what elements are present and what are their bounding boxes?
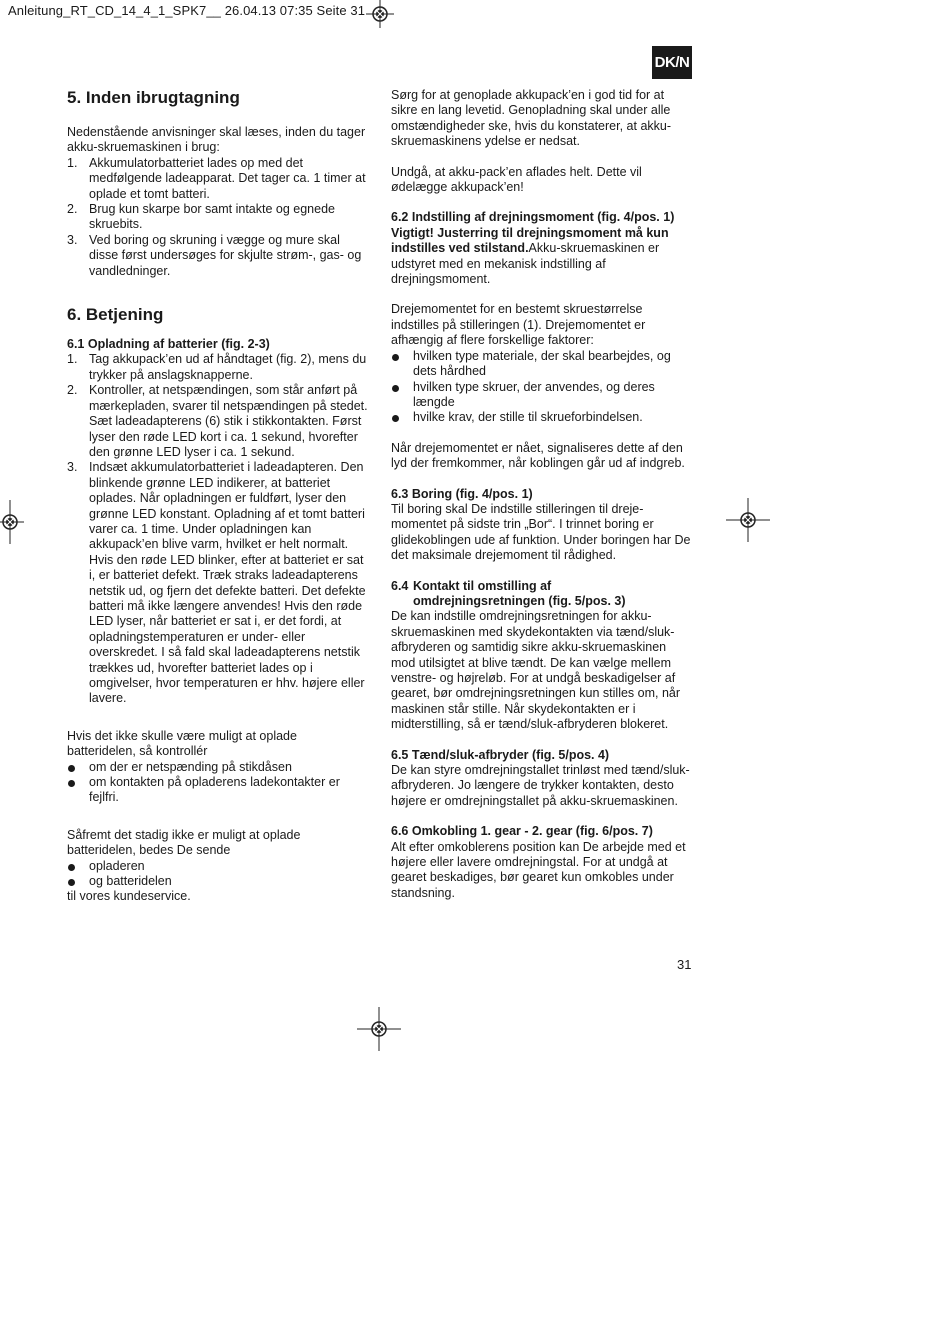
check-bullets [67, 760, 369, 806]
bullet-item: om der er netspænding på stikdåsen [67, 760, 369, 775]
section-6-5-title: 6.5 Tænd/sluk-afbryder (fig. 5/pos. 4) [391, 747, 610, 762]
send-bullets [67, 859, 369, 890]
bullet-item: om kontakten på opladerens ladekontakter er fejlfri. [67, 775, 369, 806]
registration-mark-icon [366, 0, 394, 28]
section-6-2-text: Vigtigt! Justerring til drejningsmoment må kun indstilles ved stilstand.Akku-skruemaskinen er udstyret med en mekanisk indstilling af drejningsmoment. [391, 225, 669, 287]
recharge-paragraph: Sørg for at genoplade akkupack’en i god tid for at sikre en lang levetid. Genopladning skal under alle omstændigheder ske, hvis du konstaterer, at akku-skruemaskinens ydelse er nedsat. [391, 88, 672, 149]
section-6-2-bullets [391, 349, 693, 426]
page-number: 31 [677, 957, 692, 972]
send-intro: Såfremt det stadig ikke er muligt at oplade batteridelen, bedes De sende [67, 827, 301, 858]
bullet-icon [392, 415, 399, 422]
bullet-icon [68, 780, 75, 787]
list-item: 1. Tag akkupack’en ud af håndtaget (fig. 2), mens du trykker på anslagsknapperne. [67, 352, 367, 382]
list-item: 3. Ved boring og skruning i vægge og mure skal disse først undersøges for skjulte strøm-, gas- og vandledninger. [67, 232, 362, 278]
bullet-item: og batteridelen [67, 874, 369, 889]
list-item: 2. Brug kun skarpe bor samt intakte og egnede skruebits. [67, 202, 335, 232]
section-6-2-title: 6.2 Indstilling af drejningsmoment (fig. 4/pos. 1) [391, 210, 675, 225]
section-6-5-text: De kan styre omdrejningstallet trinløst med tænd/sluk-afbryderen. Jo længere de trykker kontakten, desto højere er omdrejningstallet på akku-skruemaskinen. [391, 763, 690, 808]
bullet-item: hvilken type skruer, der anvendes, og deres længde [391, 380, 693, 411]
bullet-item: hvilke krav, der stille til skrueforbindelsen. [391, 410, 693, 425]
list-item: 2. Kontroller, at netspændingen, som står anført på mærkepladen, svarer til netspændingen på stedet. Sæt ladeadapterens (6) stik i stikkontakten. Først lyser den røde LED kort i ca. 1 sekund, hvorefter den grønne LED lyser i ca. 1 sekund. [67, 383, 368, 459]
section-6-title: 6. Betjening [67, 305, 164, 325]
send-outro: til vores kundeservice. [67, 889, 191, 904]
section-6-4-title: 6.4 Kontakt til omstilling af omdrejningsretningen (fig. 5/pos. 3) [391, 578, 626, 608]
section-6-1-list [67, 352, 369, 706]
bullet-item: opladeren [67, 859, 369, 874]
language-badge: DK/N [652, 46, 692, 79]
section-5-list [67, 156, 369, 279]
section-5-intro: Nedenstående anvisninger skal læses, inden du tager akku-skruemaskinen i brug: [67, 125, 366, 155]
section-6-3-text: Til boring skal De indstille stilleringen til dreje-momentet på sidste trin „Bor“. I trinnet boring er glidekoblingen ude af funktion. Under boringen har De det maksimale drejemoment til rådighed. [391, 501, 691, 563]
bullet-icon [392, 385, 399, 392]
list-item: 3. Indsæt akkumulatorbatteriet i ladeadapteren. Den blinkende grønne LED indikerer, at batteriet oplades. Når opladningen er fuldført, lyser den grønne LED konstant. Opladning af et tomt batteri varer ca. 1 time. Under opladningen kan akkupack’en blive varm, hvilket er helt normalt. Hvis den røde LED blinker, efter at batteriet er sat i, er batteriet defekt. Træk straks ladeadapterens netstik ud, og fjern det defekte batteri. Det defekte batteri må ikke længere anvendes! Hvis den røde LED lyser, når batteriet er sat i, er det fordi, at opladningstemperaturen er under- eller overskredet. I så fald skal ladeadapterens netstik trækkes ud, hvorefter batteriet lades op i omgivelser, hvor temperaturen er hhv. højere eller lavere. [67, 460, 366, 706]
bullet-icon [68, 864, 75, 871]
section-6-3-title: 6.3 Boring (fig. 4/pos. 1) [391, 486, 533, 501]
section-6-2-warning: Vigtigt! Justerring til drejningsmoment må kun indstilles ved stilstand. [391, 225, 669, 256]
right-column [391, 88, 693, 901]
section-6-1-title: 6.1 Opladning af batterier (fig. 2-3) [67, 337, 270, 352]
section-5-title: 5. Inden ibrugtagning [67, 88, 240, 107]
avoid-paragraph: Undgå, at akku-pack’en aflades helt. Dette vil ødelægge akkupack’en! [391, 164, 642, 195]
left-column [67, 88, 369, 905]
section-6-6-title: 6.6 Omkobling 1. gear - 2. gear (fig. 6/pos. 7) [391, 824, 653, 839]
bullet-item: hvilken type materiale, der skal bearbejdes, og dets hårdhed [391, 349, 693, 380]
print-file-header: Anleitung_RT_CD_14_4_1_SPK7__ 26.04.13 07:35 Seite 31 [8, 3, 366, 18]
bullet-icon [68, 765, 75, 772]
bullet-icon [392, 354, 399, 361]
section-6-2-closing: Når drejemomentet er nået, signaliseres dette af den lyd der fremkommer, når koblingen går ud af indgreb. [391, 440, 685, 471]
registration-mark-right-icon [726, 498, 770, 542]
section-6-6-text: Alt efter omkoblerens position kan De arbejde med et højere eller lavere omdrejningstal. For at undgå at gearet beskadiges, bør gearet kun omkobles under standsning. [391, 839, 686, 900]
registration-mark-left-icon [0, 500, 24, 544]
registration-mark-bottom-icon [357, 1007, 401, 1051]
check-intro: Hvis det ikke skulle være muligt at oplade batteridelen, så kontrollér [67, 728, 297, 759]
section-6-2-paragraph: Drejemomentet for en bestemt skruestørrelse indstilles på stilleringen (1). Drejemomentet er afhængig af flere forskellige faktorer: [391, 302, 646, 348]
bullet-icon [68, 879, 75, 886]
section-6-4-text: De kan indstille omdrejningsretningen for akku-skruemaskinen med skydekontakten via tænd/sluk-afbryderen og samtidig sikre akku-skruemaskinen mod utilsigtet at blive tændt. De kan vælge mellem venstre- og højreløb. For at undgå beskadigelser af gearet, bør omdrejningsretningen kun stilles om, når maskinen står stille. Når skydekontakten er i midterstilling, så er tænd/sluk-afbryderen blokeret. [391, 609, 681, 732]
list-item: 1. Akkumulatorbatteriet lades op med det medfølgende ladeapparat. Det tager ca. 1 timer at oplade et tomt batteri. [67, 155, 366, 201]
